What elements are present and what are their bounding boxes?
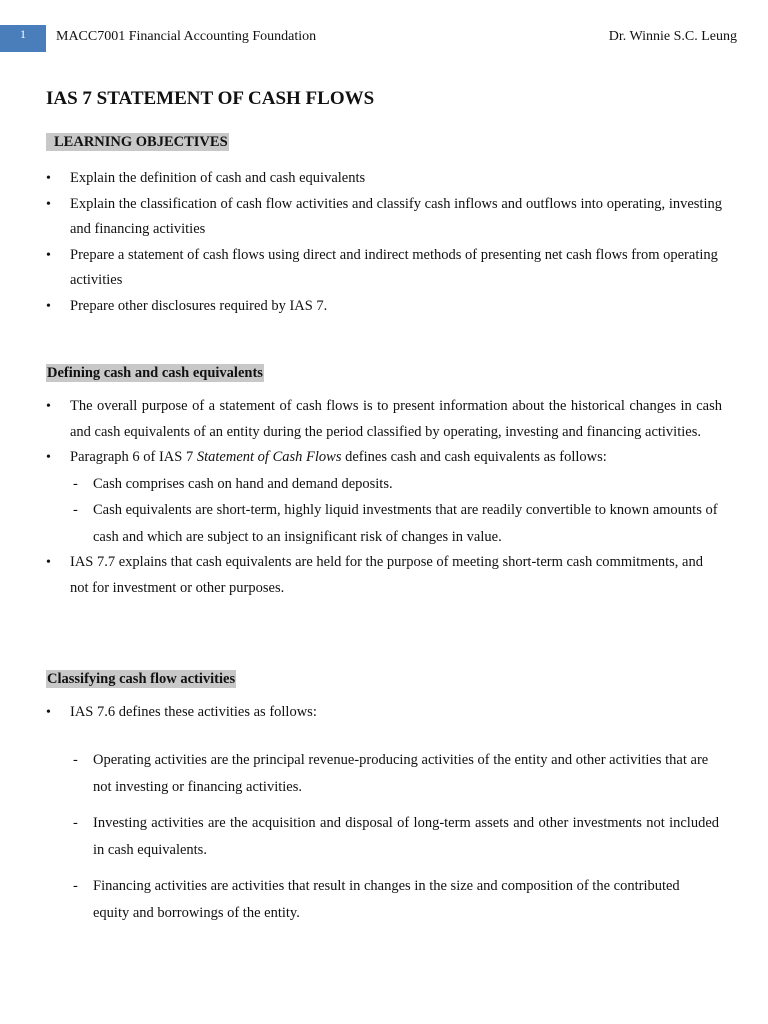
list-item: • The overall purpose of a statement of cash flows is to present information about the historical changes in cash and cash equivalents of an entity during the period classified by operating, investing and financing activities. [46, 394, 722, 445]
activity-item: - Operating activities are the principal revenue-producing activities of the entity and other activities that are not investing or financing activities. [70, 747, 719, 800]
list-item-paragraph6 [46, 445, 722, 550]
classify-section-heading: Classifying cash flow activities [47, 671, 236, 687]
list-item: • Prepare a statement of cash flows using direct and indirect methods of presenting net cash flows from operating activities [46, 243, 722, 294]
para6-italic-title: Statement of Cash Flows [196, 449, 342, 465]
list-item: • IAS 7.7 explains that cash equivalents are held for the purpose of meeting short-term cash commitments, and not for investment or other purposes. [46, 550, 722, 601]
cash-section-heading: Defining cash and cash equivalents [47, 365, 263, 381]
definitions-list [70, 471, 722, 551]
learning-objectives-list [46, 166, 722, 319]
para6-suffix: defines cash and cash equivalents as follows: [341, 449, 607, 465]
course-title: MACC7001 Financial Accounting Foundation [56, 29, 317, 44]
classify-section-list [46, 700, 722, 726]
learning-objectives-heading: LEARNING OBJECTIVES [46, 133, 229, 151]
page-number-badge: 1 [0, 25, 46, 52]
list-item: • Explain the definition of cash and cash equivalents [46, 166, 722, 192]
author-name: Dr. Winnie S.C. Leung [608, 29, 737, 44]
activity-item: - Investing activities are the acquisition and disposal of long-term assets and other investments not included in cash equivalents. [70, 810, 719, 863]
activities-list [70, 747, 719, 936]
cash-section-list [46, 394, 722, 601]
list-item: • IAS 7.6 defines these activities as follows: [46, 700, 722, 726]
list-item: • Prepare other disclosures required by IAS 7. [46, 294, 722, 320]
activity-item: - Financing activities are activities that result in changes in the size and composition of the contributed equity and borrowings of the entity. [70, 873, 719, 926]
page-title: IAS 7 STATEMENT OF CASH FLOWS [46, 88, 375, 109]
definition-item: - Cash comprises cash on hand and demand deposits. [70, 471, 722, 498]
list-item: • Explain the classification of cash flow activities and classify cash inflows and outflows into operating, investing and financing activities [46, 192, 722, 243]
definition-item: - Cash equivalents are short-term, highly liquid investments that are readily convertible to known amounts of cash and which are subject to an insignificant risk of changes in value. [70, 497, 722, 550]
para6-prefix: Paragraph 6 of IAS 7 [70, 449, 197, 465]
